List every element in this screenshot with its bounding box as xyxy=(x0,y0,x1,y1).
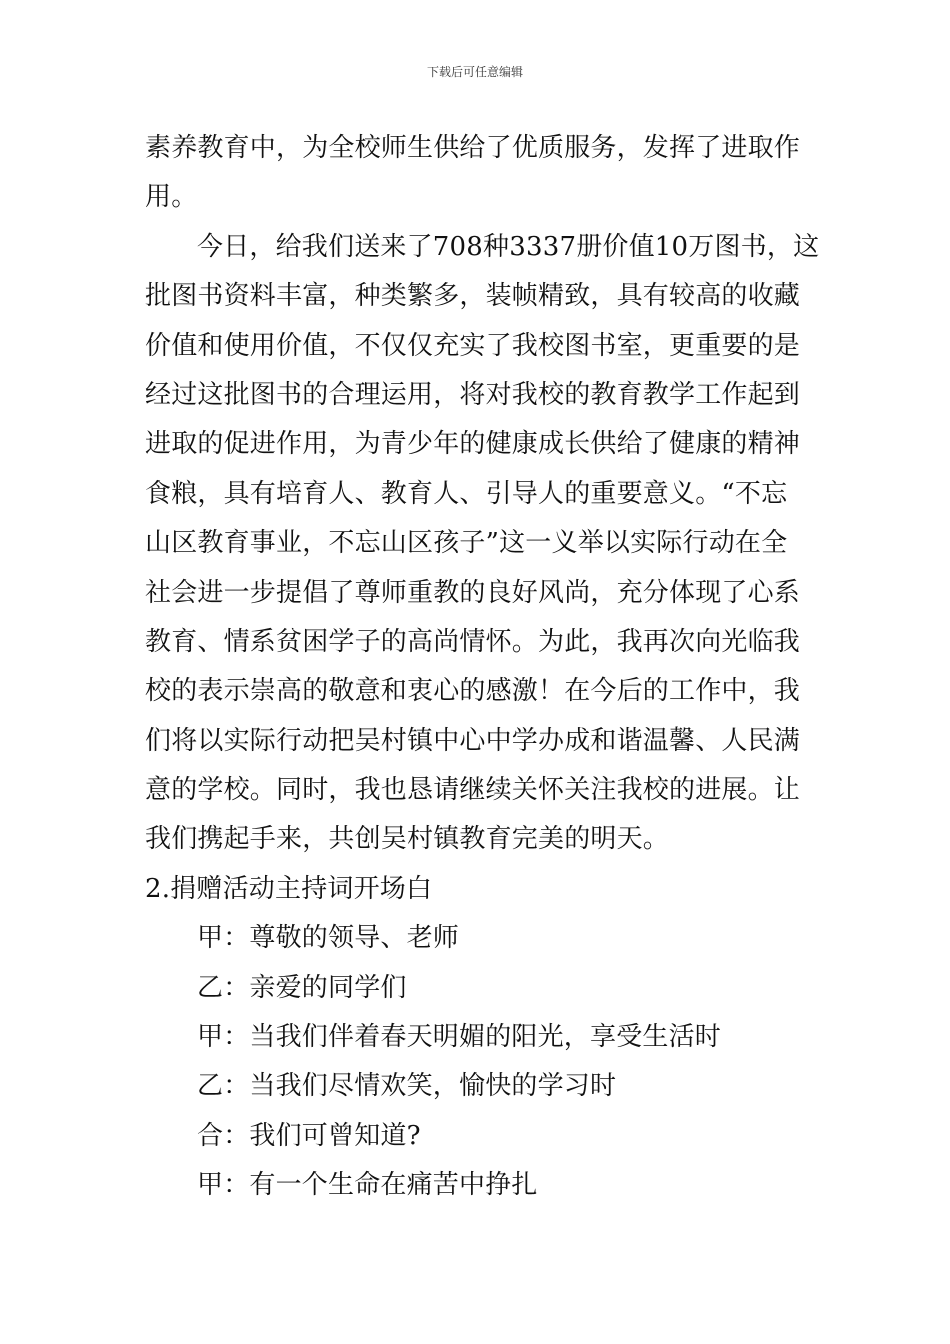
dialogue-line: 甲：有一个生命在痛苦中挣扎 xyxy=(197,1170,538,1201)
paragraph-line: 食粮，具有培育人、教育人、引导人的重要意义。“不忘 xyxy=(145,478,788,509)
paragraph-line: 山区教育事业，不忘山区孩子”这一义举以实际行动在全 xyxy=(145,528,788,559)
section-heading: 2.捐赠活动主持词开场白 xyxy=(145,873,433,904)
paragraph-line: 经过这批图书的合理运用，将对我校的教育教学工作起到 xyxy=(145,379,801,410)
dialogue-line: 合：我们可曾知道? xyxy=(197,1120,421,1151)
dialogue-line: 甲：当我们伴着春天明媚的阳光，享受生活时 xyxy=(197,1022,722,1053)
paragraph-line: 校的表示崇高的敬意和衷心的感激！在今后的工作中，我 xyxy=(145,676,801,707)
document-body xyxy=(145,124,820,1211)
page-header: 下载后可任意编辑 xyxy=(426,65,523,79)
dialogue-line: 乙：亲爱的同学们 xyxy=(197,972,407,1003)
paragraph-line: 我们携起手来，共创吴村镇教育完美的明天。 xyxy=(145,824,670,855)
paragraph-line: 社会进一步提倡了尊师重教的良好风尚，充分体现了心系 xyxy=(145,577,801,608)
paragraph-line: 用。 xyxy=(145,182,198,213)
dialogue-line: 甲：尊敬的领导、老师 xyxy=(197,923,460,954)
paragraph-line: 今日，给我们送来了708种3337册价值10万图书，这 xyxy=(197,231,820,262)
paragraph-line: 们将以实际行动把吴村镇中心中学办成和谐温馨、人民满 xyxy=(145,725,801,756)
paragraph-line: 教育、情系贫困学子的高尚情怀。为此，我再次向光临我 xyxy=(145,626,801,657)
paragraph-line: 素养教育中，为全校师生供给了优质服务，发挥了进取作 xyxy=(145,133,801,163)
paragraph-line: 批图书资料丰富，种类繁多，装帧精致，具有较高的收藏 xyxy=(145,281,801,312)
paragraph-line: 进取的促进作用，为青少年的健康成长供给了健康的精神 xyxy=(145,429,801,460)
paragraph-line: 价值和使用价值，不仅仅充实了我校图书室，更重要的是 xyxy=(145,330,801,361)
dialogue-line: 乙：当我们尽情欢笑，愉快的学习时 xyxy=(197,1071,617,1102)
paragraph-line: 意的学校。同时，我也恳请继续关怀关注我校的进展。让 xyxy=(145,775,801,806)
